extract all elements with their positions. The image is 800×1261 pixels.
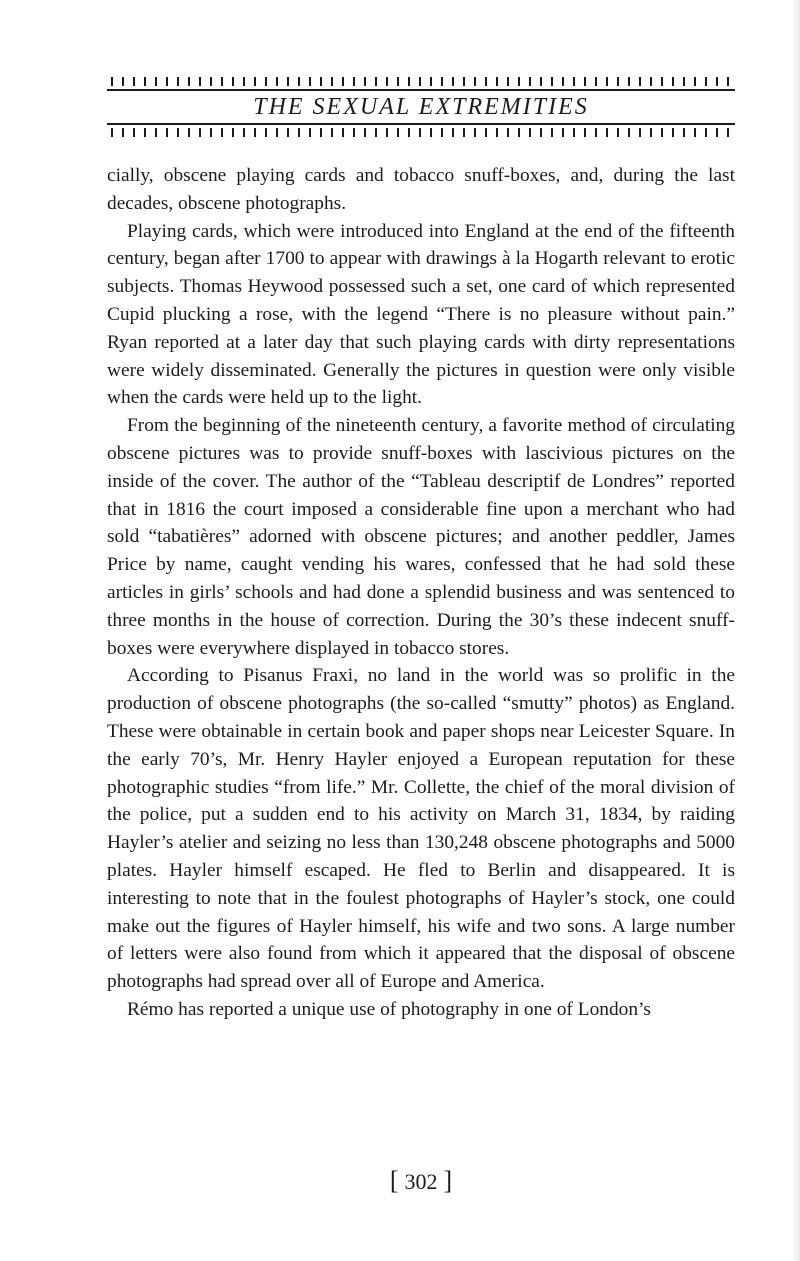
folio-open-bracket: [ bbox=[389, 1166, 399, 1195]
paragraph-playing-cards: Playing cards, which were introduced into England at the end of the fifteenth century, began after 1700 to appear with drawings à la Hogarth relevant to erotic subjects. Thomas Heywood possessed such a set, one card of which represented Cupid plucking a rose, with the legend “There is no pleasure without pain.” Ryan reported at a later day that such playing cards with dirty representations were widely disseminated. Generally the pictures in question were only visible when the cards were held up to the light. bbox=[107, 220, 735, 409]
paragraph-continued: cially, obscene playing cards and tobacco snuff-boxes, and, during the last decades, obscene photographs. bbox=[107, 165, 735, 214]
paragraph-remo: Rémo has reported a unique use of photography in one of London’s bbox=[127, 998, 651, 1020]
header-ornament-top bbox=[107, 77, 735, 91]
header-ornament-bottom bbox=[107, 123, 735, 137]
folio-close-bracket: ] bbox=[443, 1166, 453, 1195]
page-edge-shadow bbox=[792, 0, 800, 1261]
paragraph-snuff-boxes: From the beginning of the nineteenth century, a favorite method of circulating obscene pictures was to provide snuff-boxes with lascivious pictures on the inside of the cover. The author of the “Tableau descriptif de Londres” reported that in 1816 the court imposed a considerable fine upon a merchant who had sold “tabatières” adorned with obscene pictures; and another peddler, James Price by name, caught vending his wares, confessed that he had sold these articles in girls’ schools and had done a splendid business and was sentenced to three months in the house of correction. During the 30’s these indecent snuff-boxes were everywhere displayed in tobacco stores. bbox=[107, 415, 735, 659]
page-number-folio bbox=[107, 1166, 735, 1197]
page-number: 302 bbox=[404, 1169, 438, 1194]
running-title: THE SEXUAL EXTREMITIES bbox=[253, 94, 589, 120]
paragraph-photographs: According to Pisanus Fraxi, no land in the world was so prolific in the production of obscene photographs (the so-called “smutty” photos) as England. These were obtainable in certain book and paper shops near Leicester Square. In the early 70’s, Mr. Henry Hayler enjoyed a European reputation for these photographic studies “from life.” Mr. Collette, the chief of the moral division of the police, put a sudden end to his activity on March 31, 1834, by raiding Hayler’s atelier and seizing no less than 130,248 obscene photographs and 5000 plates. Hayler himself escaped. He fled to Berlin and disappeared. It is interesting to note that in the foulest photographs of Hayler’s stock, one could make out the figures of Hayler himself, his wife and two sons. A large number of letters were also found from which it appeared that the disposal of obscene photographs had spread over all of Europe and America. bbox=[107, 665, 735, 993]
body-text bbox=[107, 162, 735, 1024]
